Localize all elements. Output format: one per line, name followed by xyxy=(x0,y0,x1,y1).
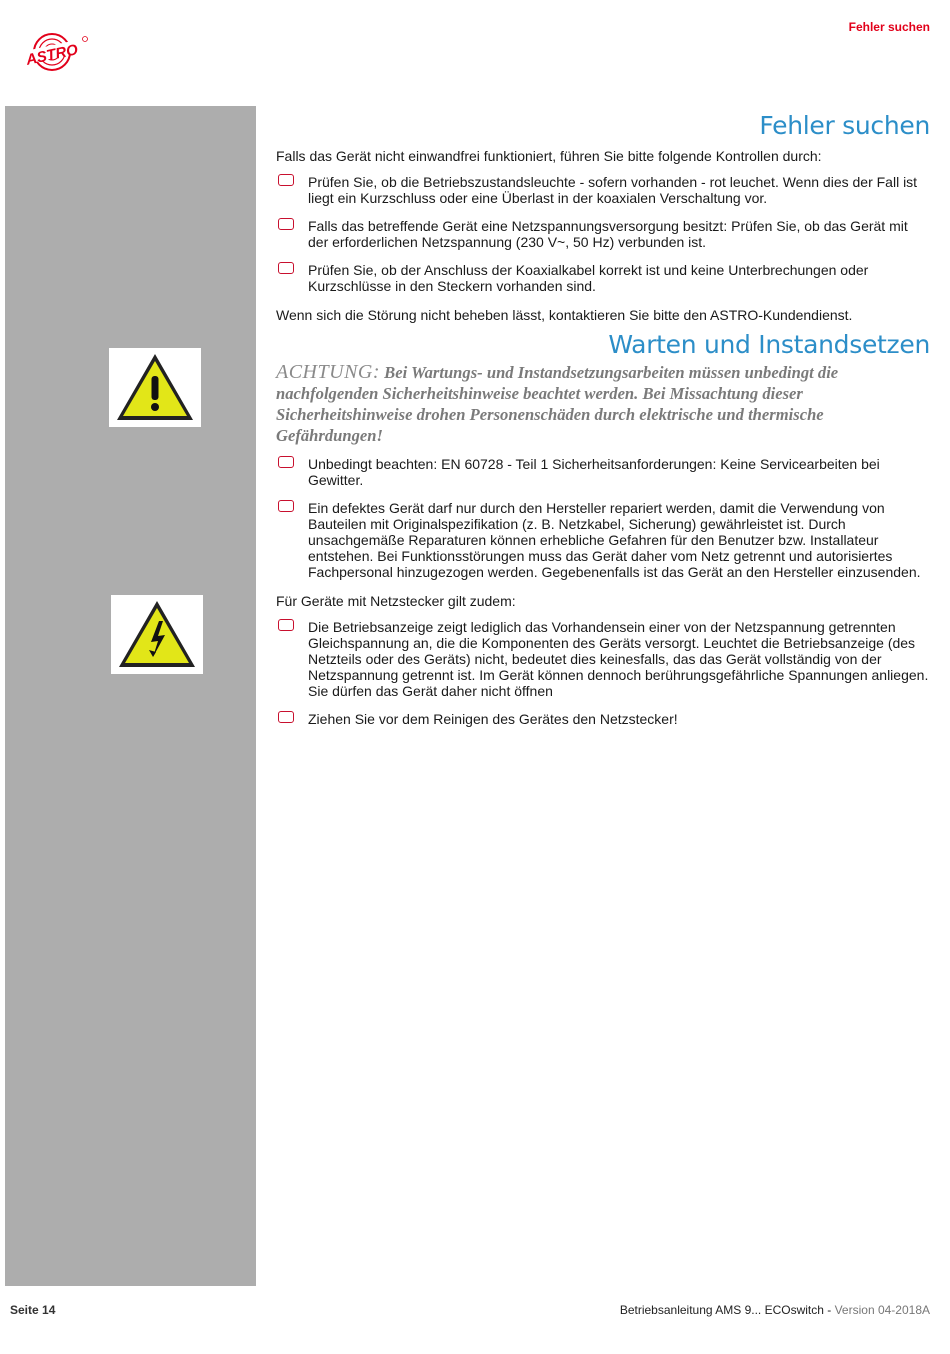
list-item-text: Die Betriebsanzeige zeigt lediglich das Vorhandensein einer von der Netzspannung getrennten Gleichspannung an, die die Komponenten des Geräts versorgt. Leuchtet die Betriebsanzeige (des Netzteils oder des Geräts) nicht, bedeutet dies keinesfalls, das das Gerät vollständig von der Netzspannung getrennt ist. Im Gerät können dennoch berührungsgefährliche Spannungen anliegen. Sie dürfen das Gerät daher nicht öffnen xyxy=(308,619,929,699)
page-number: Seite 14 xyxy=(10,1303,56,1317)
footer-document-info xyxy=(620,1303,930,1317)
plug-intro-text: Für Geräte mit Netzstecker gilt zudem: xyxy=(276,593,516,609)
logo-wordmark: ASTRO xyxy=(24,41,80,69)
checkbox-icon xyxy=(278,218,294,230)
check-list-fehler xyxy=(276,174,930,294)
footer-separator: - xyxy=(823,1303,835,1317)
checkbox-icon xyxy=(278,456,294,468)
header-section-title: Fehler suchen xyxy=(848,20,930,34)
list-item xyxy=(276,711,930,727)
content-area xyxy=(276,110,930,727)
list-item-text: Prüfen Sie, ob der Anschluss der Koaxialkabel korrekt ist und keine Unterbrechungen oder Kurzschlüsse in den Steckern vorhanden sind. xyxy=(308,262,869,294)
checkbox-icon xyxy=(278,174,294,186)
sidebar-panel xyxy=(5,106,256,1286)
warning-paragraph xyxy=(276,362,930,446)
list-item-text: Falls das betreffende Gerät eine Netzspannungsversorgung besitzt: Prüfen Sie, ob das Gerät mit der erforderlichen Netzspannung (230 V~, 50 Hz) verbunden ist. xyxy=(308,218,908,250)
electric-hazard-sign xyxy=(111,595,203,674)
list-item xyxy=(276,218,930,250)
section-title-fehler-suchen: Fehler suchen xyxy=(759,111,930,140)
list-item xyxy=(276,174,930,206)
list-item xyxy=(276,619,930,699)
footer-version: Version 04-2018A xyxy=(834,1303,930,1317)
checkbox-icon xyxy=(278,262,294,274)
checkbox-icon xyxy=(278,500,294,512)
warning-text: Bei Wartungs- und Instandsetzungsarbeiten müssen unbedingt die nachfolgenden Sicherheitshinweise beachtet werden. Bei Missachtung dieser Sicherheitshinweise drohen Personenschäden durch elektrische und thermische Gefährdungen! xyxy=(276,363,839,445)
astro-logo xyxy=(22,30,94,74)
warning-label: ACHTUNG: xyxy=(276,361,381,383)
list-item xyxy=(276,500,930,580)
checkbox-icon xyxy=(278,711,294,723)
outro-text: Wenn sich die Störung nicht beheben lässt, kontaktieren Sie bitte den ASTRO-Kundendienst. xyxy=(276,307,853,323)
list-item-text: Ziehen Sie vor dem Reinigen des Gerätes den Netzstecker! xyxy=(308,711,678,727)
list-item-text: Prüfen Sie, ob die Betriebszustandsleuchte - sofern vorhanden - rot leuchet. Wenn dies der Fall ist liegt ein Kurzschluss oder eine Überlast in der koaxialen Verschaltung vor. xyxy=(308,174,918,206)
section-title-warten: Warten und Instandsetzen xyxy=(608,330,930,359)
list-item-text: Ein defektes Gerät darf nur durch den Hersteller repariert werden, damit die Verwendung von Bauteilen mit Originalspezifikation (z. B. Netzkabel, Sicherung) gewährleistet ist. Durch unsachgemäße Reparaturen können erhebliche Gefahren für den Benutzer bzw. Installateur entstehen. Bei Funktionsstörungen muss das Gerät daher vom Netz getrennt und autorisiertes Fachpersonal hinzugezogen werden. Gegebenenfalls ist das Gerät an den Hersteller einzusenden. xyxy=(308,500,921,580)
check-list-netzstecker xyxy=(276,619,930,727)
check-list-warten xyxy=(276,456,930,580)
list-item-text: Unbedingt beachten: EN 60728 - Teil 1 Sicherheitsanforderungen: Keine Servicearbeiten bei Gewitter. xyxy=(308,456,880,488)
footer-manual-title: Betriebsanleitung AMS 9... ECOswitch xyxy=(619,1303,824,1317)
high-voltage-triangle-icon xyxy=(111,595,203,674)
warning-exclamation-triangle-icon xyxy=(109,348,201,427)
list-item xyxy=(276,456,930,488)
intro-text: Falls das Gerät nicht einwandfrei funktioniert, führen Sie bitte folgende Kontrollen durch: xyxy=(276,148,822,164)
list-item xyxy=(276,262,930,294)
warning-sign xyxy=(109,348,201,427)
checkbox-icon xyxy=(278,619,294,631)
